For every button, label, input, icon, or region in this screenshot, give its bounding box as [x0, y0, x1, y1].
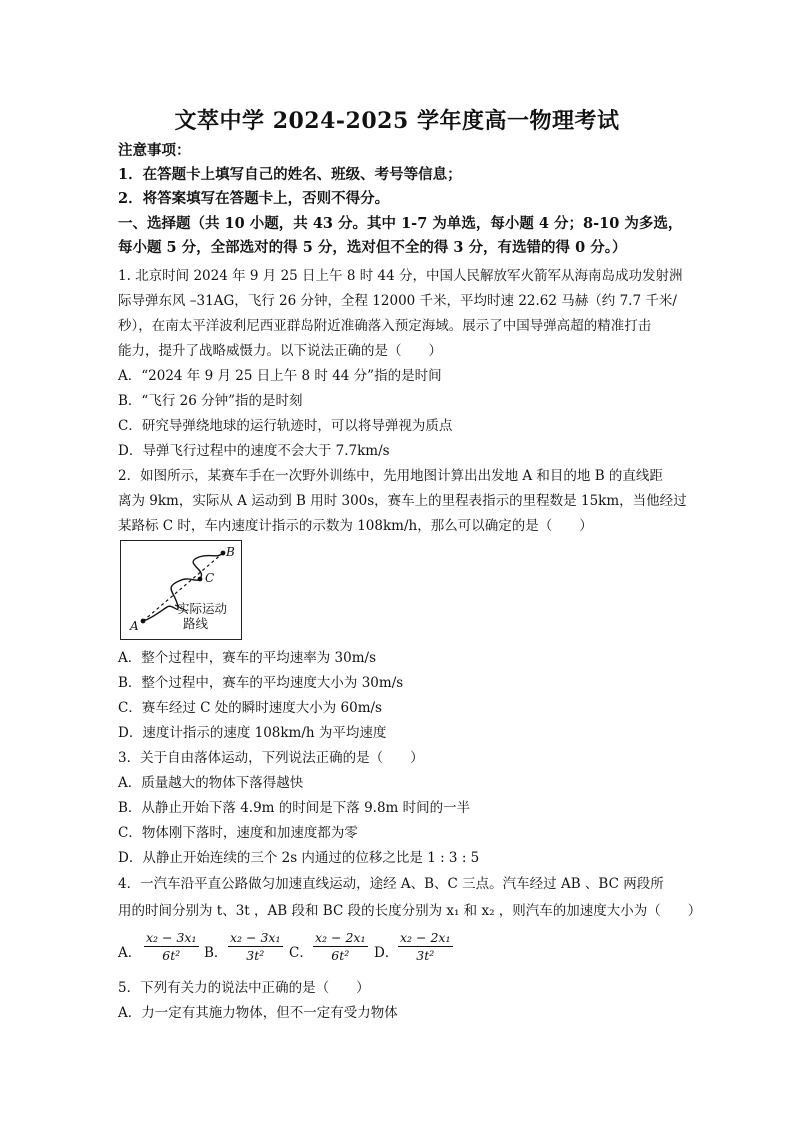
- question-stem-line: 3．关于自由落体运动，下列说法正确的是（ ）: [118, 750, 424, 766]
- fraction-denominator: 3t²: [416, 948, 435, 963]
- fraction-numerator: x₂ − 2x₁: [400, 930, 451, 945]
- route-note-line: 实际运动: [177, 601, 228, 616]
- question-stem-line: 离为 9km，实际从 A 运动到 B 用时 300s，赛车上的里程表指示的里程数是 15km，当他经过: [118, 493, 687, 509]
- option-a: A．“2024 年 9 月 25 日上午 8 时 44 分”指的是时间: [118, 368, 442, 384]
- route-note-line: 路线: [183, 616, 209, 631]
- question-stem-line: 际导弹东风 –31AG，飞行 26 分钟，全程 12000 千米，平均时速 22.62 马赫（约 7.7 千米/: [118, 293, 677, 309]
- label-c: C: [205, 571, 215, 585]
- option-b: B．整个过程中，赛车的平均速度大小为 30m/s: [118, 675, 404, 691]
- option-b-letter: B．: [204, 945, 228, 961]
- route-note: [177, 601, 227, 631]
- section-heading-cont: 每小题 5 分，全部选对的得 5 分，选对但不全的得 3 分，有选错的得 0 分。）: [118, 239, 627, 256]
- option-d: D．速度计指示的速度 108km/h 为平均速度: [118, 725, 387, 741]
- label-b: B: [226, 545, 235, 559]
- option-d: D．从静止开始连续的三个 2s 内通过的位移之比是 1 : 3 : 5: [118, 850, 480, 866]
- question-stem-line: 5．下列有关力的说法中正确的是（ ）: [118, 980, 370, 996]
- option-c-letter: C．: [289, 945, 313, 961]
- option-b: B．从静止开始下落 4.9m 的时间是下落 9.8m 时间的一半: [118, 800, 471, 816]
- question-stem-line: 用的时间分别为 t、3t ，AB 段和 BC 段的长度分别为 x₁ 和 x₂ ，则汽车的加速度大小为（ ）: [118, 903, 702, 919]
- fraction-numerator: x₂ − 2x₁: [315, 930, 366, 945]
- option-a: A．质量越大的物体下落得越快: [118, 775, 304, 791]
- q4-options: [118, 930, 678, 970]
- option-c: C．赛车经过 C 处的瞬时速度大小为 60m/s: [118, 700, 382, 716]
- fraction-numerator: x₂ − 3x₁: [230, 930, 281, 945]
- note-item: 2．将答案填写在答题卡上，否则不得分。: [118, 190, 390, 207]
- fraction-denominator: 3t²: [246, 948, 265, 963]
- option-a-letter: A．: [118, 945, 142, 961]
- question-stem-line: 2．如图所示，某赛车手在一次野外训练中，先用地图计算出出发地 A 和目的地 B 的直线距: [118, 468, 663, 484]
- question-stem-line: 4．一汽车沿平直公路做匀加速直线运动，途经 A、B、C 三点。汽车经过 AB 、BC 两段所: [118, 876, 664, 892]
- option-a: A．整个过程中，赛车的平均速率为 30m/s: [118, 650, 376, 666]
- point-b: [221, 551, 226, 556]
- option-c-fraction: [313, 930, 368, 963]
- fraction-numerator: x₂ − 3x₁: [146, 930, 197, 945]
- option-d-fraction: [398, 930, 453, 963]
- section-heading: 一、选择题（共 10 小题，共 43 分。其中 1-7 为单选，每小题 4 分；8-10 为多选，: [118, 215, 683, 232]
- label-a: A: [130, 619, 139, 633]
- fraction-denominator: 6t²: [331, 948, 350, 963]
- notes-heading: 注意事项：: [118, 142, 191, 159]
- option-a: A．力一定有其施力物体，但不一定有受力物体: [118, 1005, 398, 1021]
- note-item: 1．在答题卡上填写自己的姓名、班级、考号等信息；: [118, 166, 462, 183]
- option-d-letter: D．: [374, 945, 399, 961]
- option-b-fraction: [228, 930, 283, 963]
- question-stem-line: 秒），在南太平洋波利尼西亚群岛附近准确落入预定海域。展示了中国导弹高超的精准打击: [118, 318, 652, 334]
- option-a-fraction: [144, 930, 199, 963]
- question-stem-line: 某路标 C 时，车内速度计指示的示数为 108km/h，那么可以确定的是（ ）: [118, 518, 593, 534]
- option-b: B．“飞行 26 分钟”指的是时刻: [118, 393, 303, 409]
- question-stem-line: 能力，提升了战略威慑力。以下说法正确的是（ ）: [118, 343, 442, 359]
- point-a: [141, 619, 146, 624]
- option-d: D．导弹飞行过程中的速度不会大于 7.7km/s: [118, 443, 390, 459]
- option-c: C．研究导弹绕地球的运行轨迹时，可以将导弹视为质点: [118, 418, 453, 434]
- route-diagram: [120, 540, 242, 640]
- point-c: [198, 577, 203, 582]
- page-title: 文萃中学 2024-2025 学年度高一物理考试: [174, 108, 620, 134]
- fraction-denominator: 6t²: [162, 948, 181, 963]
- option-c: C．物体刚下落时，速度和加速度都为零: [118, 825, 358, 841]
- question-stem-line: 1. 北京时间 2024 年 9 月 25 日上午 8 时 44 分，中国人民解放军火箭军从海南岛成功发射洲: [118, 268, 683, 284]
